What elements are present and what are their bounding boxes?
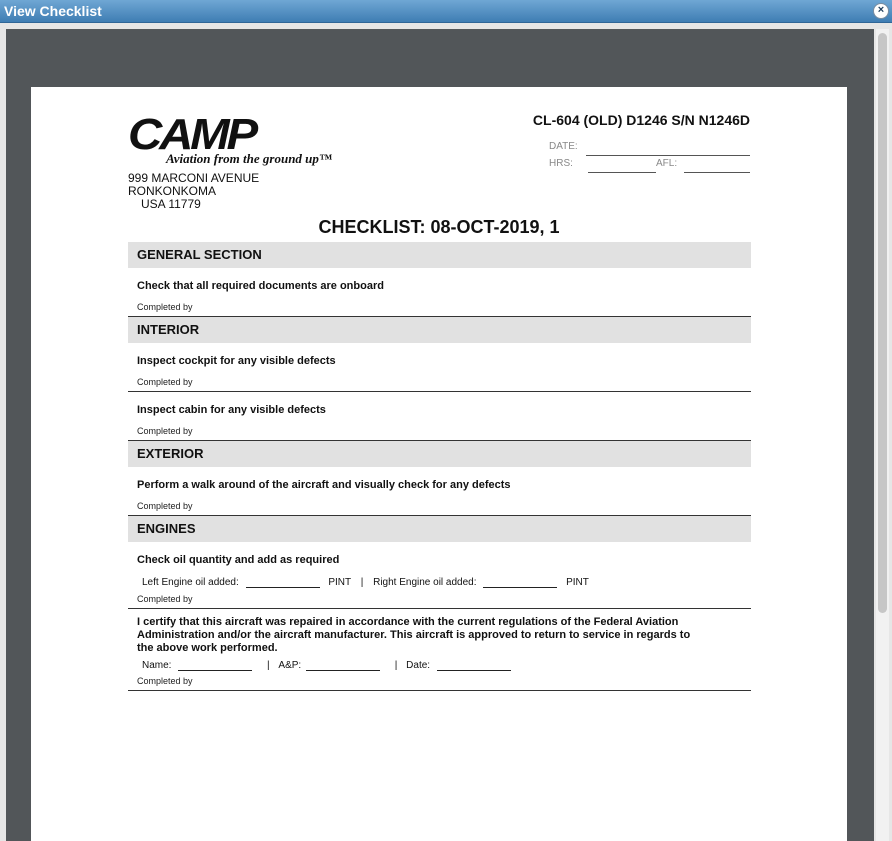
- checklist-item: [128, 343, 751, 392]
- section-header-general: GENERAL SECTION: [128, 242, 751, 268]
- section-header-interior: INTERIOR: [128, 317, 751, 343]
- signature-row: [128, 655, 751, 671]
- logo-tagline: Aviation from the ground up™: [166, 151, 332, 166]
- ap-blank: [306, 661, 380, 671]
- scrollbar-thumb[interactable]: [878, 33, 887, 613]
- window-titlebar: [0, 0, 892, 23]
- checklist-page: [31, 87, 847, 841]
- date-blank: [586, 155, 750, 156]
- right-oil-unit: PINT: [566, 577, 589, 588]
- name-label: Name:: [142, 660, 172, 671]
- hrs-label: HRS:: [549, 158, 573, 169]
- checklist-item: [128, 392, 751, 441]
- left-oil-label: Left Engine oil added:: [142, 577, 239, 588]
- certification-block: [128, 609, 751, 691]
- address-line-3: USA 11779: [141, 197, 201, 211]
- address-line-1: 999 MARCONI AVENUE: [128, 171, 260, 185]
- completed-by-label: Completed by: [137, 377, 193, 387]
- right-oil-label: Right Engine oil added:: [373, 577, 477, 588]
- address-line-2: RONKONKOMA: [128, 184, 217, 198]
- checklist-item: [128, 542, 751, 609]
- completed-by-label: Completed by: [137, 501, 193, 511]
- checklist-item: [128, 467, 751, 516]
- window-title: View Checklist: [4, 3, 102, 19]
- left-oil-unit: PINT: [328, 577, 351, 588]
- completed-by-label: Completed by: [137, 302, 193, 312]
- item-description: Inspect cabin for any visible defects: [137, 404, 326, 416]
- checklist-content: [128, 242, 751, 691]
- item-description: Check that all required documents are onboard: [137, 280, 384, 292]
- sig-separator: |: [267, 660, 270, 671]
- completed-by-label: Completed by: [137, 594, 193, 604]
- cert-date-label: Date:: [406, 660, 431, 671]
- left-oil-blank: [246, 578, 320, 588]
- dialog-body: [0, 23, 892, 841]
- right-oil-blank: [483, 578, 557, 588]
- logo-wordmark: CAMP: [128, 110, 255, 159]
- afl-label: AFL:: [656, 158, 678, 169]
- section-header-engines: ENGINES: [128, 516, 751, 542]
- completed-by-label: Completed by: [137, 426, 193, 436]
- close-icon[interactable]: ×: [873, 3, 889, 19]
- checklist-title: CHECKLIST: 08-OCT-2019, 1: [318, 217, 560, 237]
- completed-by-label: Completed by: [137, 676, 193, 686]
- cert-date-blank: [437, 661, 511, 671]
- hrs-blank: [588, 172, 656, 173]
- date-label: DATE:: [549, 141, 578, 152]
- oil-added-row: [128, 567, 751, 588]
- item-description: Inspect cockpit for any visible defects: [137, 355, 336, 367]
- checklist-item: [128, 268, 751, 317]
- section-header-exterior: EXTERIOR: [128, 441, 751, 467]
- certification-text: I certify that this aircraft was repaired in accordance with the current regulations of the Federal Aviation Administration and/or the aircraft manufacturer. This aircraft is approved to return to service in regards to the above work performed.: [137, 616, 691, 654]
- aircraft-identifier: CL-604 (OLD) D1246 S/N N1246D: [532, 112, 750, 128]
- camp-logo: [128, 110, 332, 171]
- afl-blank: [684, 172, 750, 173]
- ap-label: A&P:: [278, 660, 302, 671]
- item-description: Check oil quantity and add as required: [137, 554, 340, 566]
- vertical-scrollbar[interactable]: [876, 29, 889, 841]
- oil-separator: |: [360, 577, 364, 588]
- sig-separator: |: [394, 660, 398, 671]
- pdf-viewer[interactable]: [6, 29, 874, 841]
- item-description: Perform a walk around of the aircraft and visually check for any defects: [137, 479, 511, 491]
- name-blank: [178, 661, 252, 671]
